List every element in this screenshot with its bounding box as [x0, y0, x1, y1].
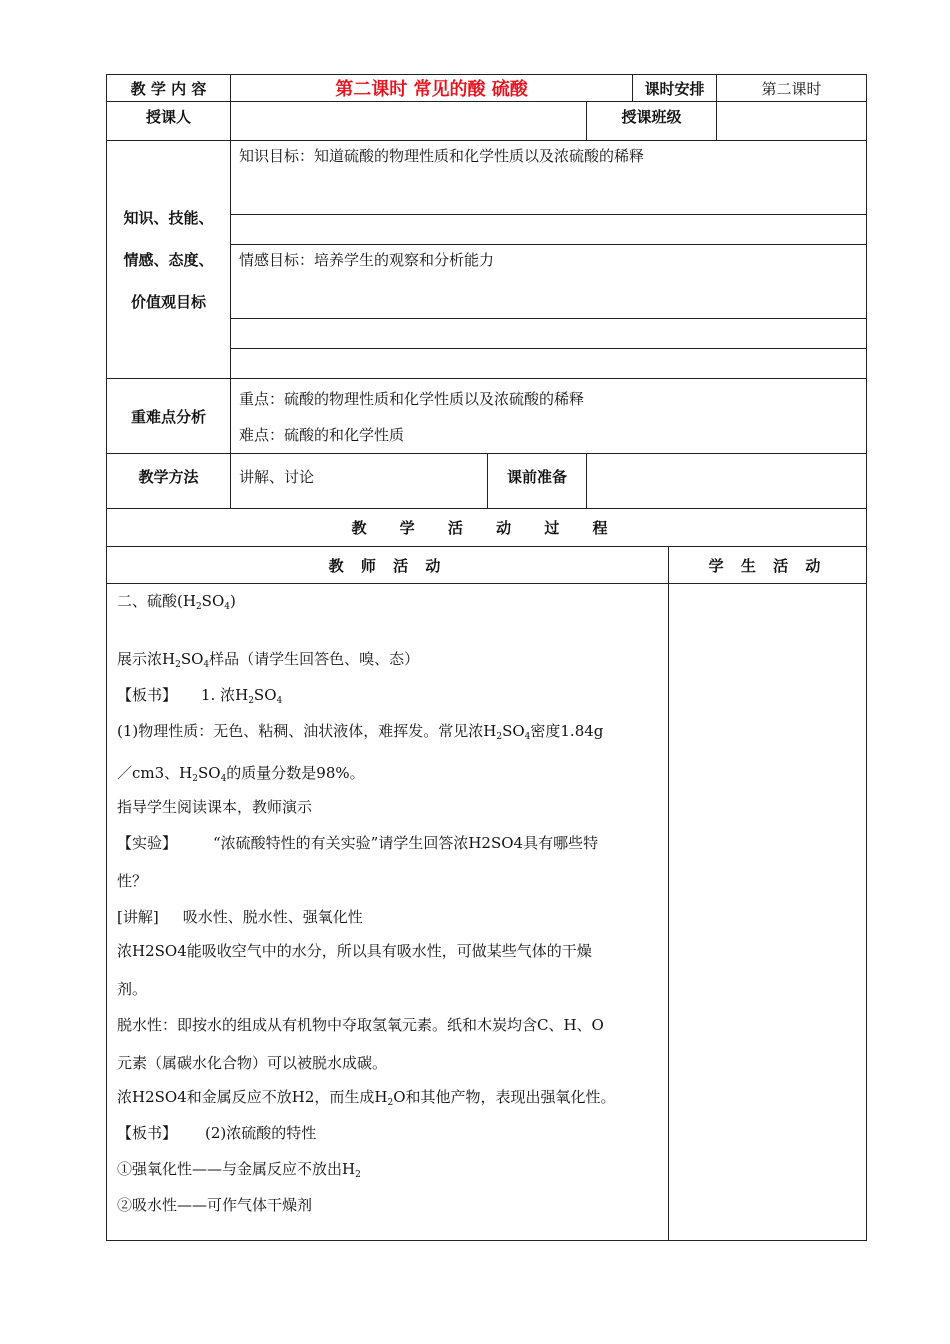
- activity-line: 展示浓$H_2SO_4$样品（请学生回答色、嗅、态）: [117, 650, 420, 670]
- board-line: 【板书】 (2)浓硫酸的特性: [117, 1124, 317, 1142]
- process-table: [106, 508, 867, 1241]
- content-label: 教 学 内 容: [107, 75, 231, 102]
- schedule-label: 课时安排: [633, 75, 717, 102]
- emotion-objective: 情感目标：培养学生的观察和分析能力: [231, 245, 867, 319]
- objectives-label-line1: 知识、技能、: [123, 208, 214, 227]
- activity-line: 浓H2SO4能吸收空气中的水分，所以具有吸水性，可做某些气体的干燥: [117, 942, 592, 960]
- objectives-label-line2: 情感、态度、: [123, 250, 214, 269]
- key-points-label: 重难点分析: [107, 379, 231, 454]
- teacher-label: 授课人: [107, 102, 231, 141]
- teacher-activity-content: [107, 584, 669, 1241]
- student-activity-content: [669, 584, 867, 1241]
- class-value: [717, 102, 867, 141]
- objective-blank-row: [231, 349, 867, 379]
- objectives-label: [107, 141, 231, 379]
- activity-line: 脱水性：即按水的组成从有机物中夺取氢氧元素。纸和木炭均含C、H、O: [117, 1016, 604, 1034]
- lesson-plan-table: [106, 74, 867, 509]
- schedule-value: 第二课时: [717, 75, 867, 102]
- class-label: 授课班级: [587, 102, 717, 141]
- key-point: 重点：硫酸的物理性质和化学性质以及浓硫酸的稀释: [239, 390, 585, 408]
- section-heading: 二、硫酸$(H_2SO_4)$: [117, 592, 236, 612]
- objective-blank-row: [231, 319, 867, 349]
- experiment-line: 【实验】 “浓硫酸特性的有关实验”请学生回答浓H2SO4具有哪些特: [117, 834, 599, 852]
- activity-line: 性？: [117, 872, 148, 890]
- board-line: 【板书】 1. 浓$H_2SO_4$: [117, 686, 283, 706]
- student-activity-header: 学 生 活 动: [669, 547, 867, 584]
- knowledge-objective: 知识目标：知道硫酸的物理性质和化学性质以及浓硫酸的稀释: [231, 141, 867, 215]
- key-points-cell: [231, 379, 867, 454]
- activity-line: (1)物理性质：无色、粘稠、油状液体，难挥发。常见浓$H_2SO_4$密度1.84g: [117, 722, 604, 742]
- method-label: 教学方法: [107, 454, 231, 509]
- objective-blank-row: [231, 215, 867, 245]
- activity-line: ／cm3、$H_2SO_4$的质量分数是98%。: [117, 764, 365, 784]
- explain-line: [讲解] 吸水性、脱水性、强氧化性: [117, 908, 363, 926]
- activity-line: 浓H2SO4和金属反应不放H2，而生成$H_2O$和其他产物，表现出强氧化性。: [117, 1088, 616, 1108]
- prep-label: 课前准备: [488, 454, 587, 509]
- lesson-title: 第二课时 常见的酸 硫酸: [231, 75, 633, 102]
- lesson-plan-page: [106, 74, 866, 1241]
- activity-line: 剂。: [117, 980, 148, 998]
- prep-value: [587, 454, 867, 509]
- objectives-label-line3: 价值观目标: [130, 292, 206, 311]
- property-line: ①强氧化性——与金属反应不放出$H_2$: [117, 1160, 361, 1180]
- method-value: 讲解、讨论: [231, 454, 488, 509]
- difficult-point: 难点：硫酸的和化学性质: [239, 426, 405, 444]
- teacher-value: [231, 102, 587, 141]
- activity-line: 指导学生阅读课本，教师演示: [117, 798, 313, 816]
- activity-line: 元素（属碳水化合物）可以被脱水成碳。: [117, 1054, 388, 1072]
- teacher-activity-header: 教 师 活 动: [107, 547, 669, 584]
- property-line: ②吸水性——可作气体干燥剂: [117, 1196, 313, 1214]
- process-title: 教 学 活 动 过 程: [107, 509, 867, 547]
